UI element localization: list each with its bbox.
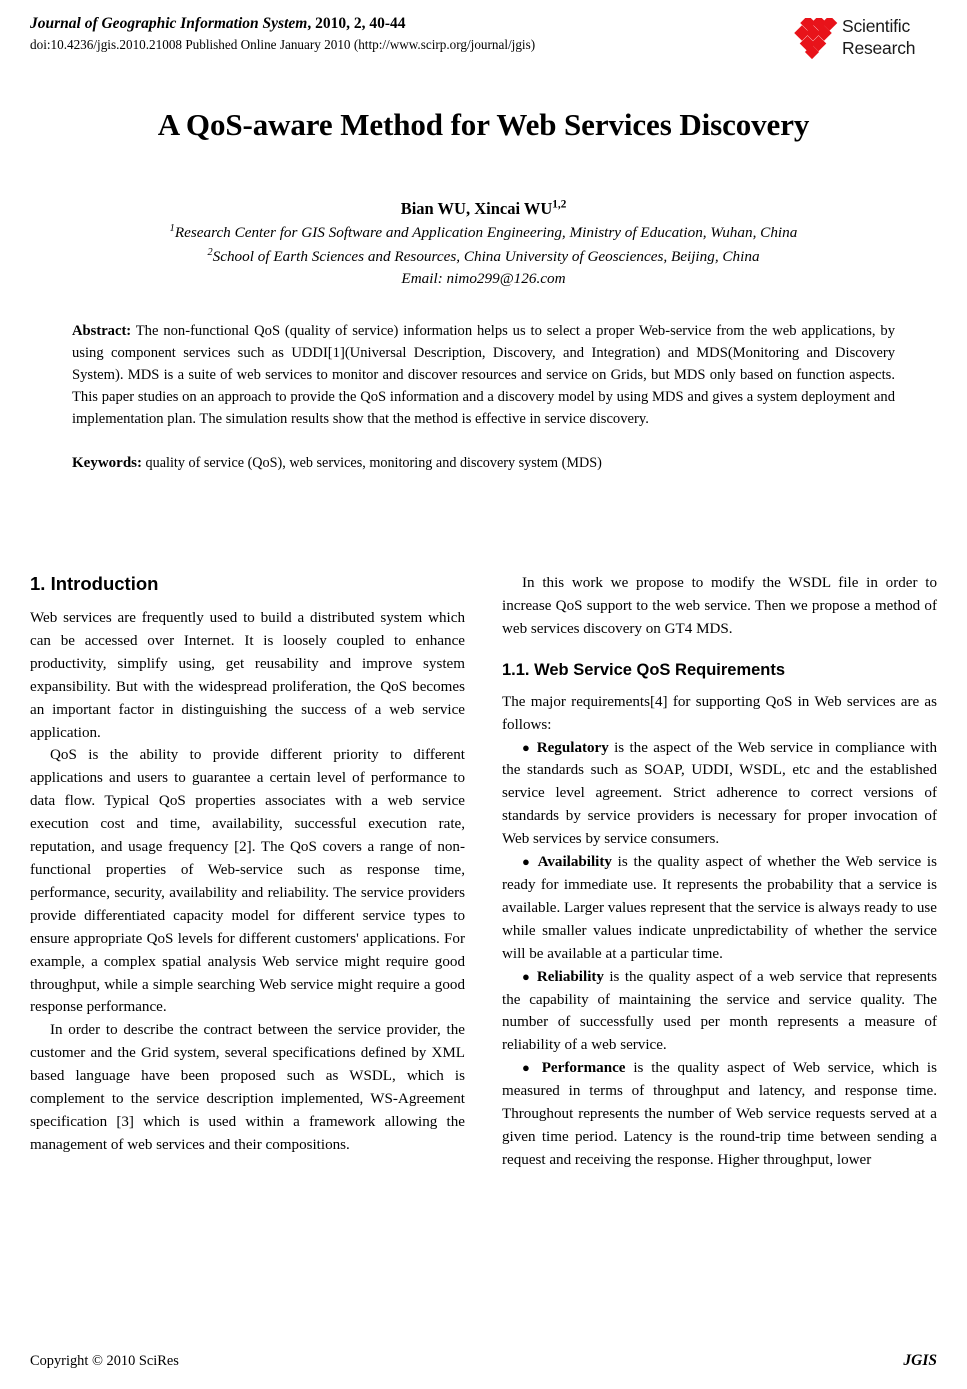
left-column xyxy=(30,572,465,1172)
bullet-term: Availability xyxy=(537,854,612,871)
bullet-icon: ● xyxy=(522,968,532,984)
doi-line: doi:10.4236/jgis.2010.21008 Published Online January 2010 (http://www.scirp.org/journal/jgis) xyxy=(30,37,536,52)
affiliation-1 xyxy=(30,222,937,244)
bullet-item-regulatory xyxy=(502,737,937,852)
publisher-name-line2: Research xyxy=(842,38,916,58)
abstract-text: The non-functional QoS (quality of service) information helps us to select a proper Web-service from the web applications, by using component services such as UDDI[1](Universal Description, Discovery, and Integration) and MDS(Monitoring and Discovery System). MDS is a suite of web services to monitor and discover resources and service on Grids, but MDS only based on function aspects. This paper studies on an approach to provide the QoS information and a discovery model by using MDS and gives a system deployment and implementation plan. The simulation results show that the method is effective in service discovery. xyxy=(72,322,895,428)
bullet-text: is the quality aspect of Web service, which is measured in terms of throughput and latency, and response time. Throughout represents the number of Web service requests served at a given time period. Latency is the round-trip time between sending a request and receiving the response. Higher throughput, lower xyxy=(502,1060,937,1168)
journal-issue-info: , 2010, 2, 40-44 xyxy=(307,15,406,32)
bullet-item-performance xyxy=(502,1057,937,1172)
body-columns xyxy=(30,572,937,1172)
author-names xyxy=(30,198,937,220)
section-heading-introduction: 1. Introduction xyxy=(30,573,159,594)
paragraph-intro-2: QoS is the ability to provide different priority to different applications and users to guarantee a certain level of performance to data flow. Typical QoS properties associates with a web service execution cost and time, availability, successful execution rate, reputation, and usage frequency [2]. The QoS covers a range of non-functional properties of Web-service such as response time, performance, security, availability and reliability. The service providers provide differentiated capacity model for different service types to ensure appropriate QoS levels for different customers' applications. For example, a complex spatial analysis Web service might require good throughput, while a simple searching Web service might require a good response performance. xyxy=(30,747,465,1016)
affiliation-2 xyxy=(30,246,937,268)
keywords-text: quality of service (QoS), web services, monitoring and discovery system (MDS) xyxy=(142,454,602,471)
page-title: A QoS-aware Method for Web Services Discovery xyxy=(157,107,810,142)
affiliation-2-text: School of Earth Sciences and Resources, China University of Geosciences, Beijing, China xyxy=(212,247,760,265)
page-footer xyxy=(30,1351,937,1371)
journal-name: Journal of Geographic Information System xyxy=(30,15,308,32)
journal-citation-line xyxy=(30,14,830,34)
bullet-item-reliability xyxy=(502,966,937,1058)
bullet-icon: ● xyxy=(522,739,532,755)
keywords-label: Keywords: xyxy=(72,454,142,471)
author-email: Email: nimo299@126.com xyxy=(401,270,566,287)
authors-block xyxy=(30,198,937,290)
publisher-logo xyxy=(792,16,937,64)
abstract-label: Abstract: xyxy=(72,322,132,339)
affiliation-1-text: Research Center for GIS Software and Application Engineering, Ministry of Education, Wuhan, China xyxy=(174,224,798,241)
paragraph-requirements-intro: The major requirements[4] for supporting QoS in Web services are as follows: xyxy=(502,693,937,733)
affiliation-1-marker: 1 xyxy=(169,222,175,234)
bullet-term: Reliability xyxy=(536,968,604,985)
author-affiliation-markers: 1,2 xyxy=(552,198,567,211)
publisher-name-line1: Scientific xyxy=(842,16,911,36)
bullet-term: Performance xyxy=(541,1060,626,1077)
bullet-text: is the quality aspect of whether the Web service is ready for immediate use. It represents the probability that a service is available. Larger values represent that the service is always ready to use while smaller values indicate unpredictability of whether the service will be available at a particular time. xyxy=(502,854,937,962)
copyright-notice: Copyright © 2010 SciRes xyxy=(30,1353,179,1369)
diamond-cluster-icon xyxy=(792,18,838,60)
paragraph-intro-1: Web services are frequently used to build a distributed system which can be accessed over Internet. It is loosely coupled to enhance productivity, simplify using, get reusability and improve system expansibility. But with the widespread proliferation, the QoS becomes an important factor in distinguishing the success of a web service application. xyxy=(30,610,465,741)
bullet-icon: ● xyxy=(522,1060,534,1076)
bullet-text: is the aspect of the Web service in compliance with the standards such as SOAP, UDDI, WSDL, etc and the established service level agreement. Strict adherence to correct versions of standards by service providers is necessary for proper invocation of Web services by service consumers. xyxy=(502,739,937,848)
journal-masthead xyxy=(30,14,937,70)
masthead-text xyxy=(30,14,830,54)
affiliation-2-marker: 2 xyxy=(207,246,213,258)
bullet-term: Regulatory xyxy=(536,739,609,756)
right-column xyxy=(502,572,937,1172)
subsection-heading-qos-requirements: 1.1. Web Service QoS Requirements xyxy=(502,660,786,679)
publisher-logo-text xyxy=(842,15,915,59)
keywords-paragraph xyxy=(72,453,895,474)
paragraph-intro-3: In order to describe the contract between the service provider, the customer and the Grid system, several specifications defined by XML based language have been proposed such as WSDL, which is complement to the service description implemented, WS-Agreement specification [3] which is used within a framework allowing the management of web services and their compositions. xyxy=(30,1022,465,1153)
paragraph-proposal: In this work we propose to modify the WSDL file in order to increase QoS support to the web service. Then we propose a method of web services discovery on GT4 MDS. xyxy=(502,575,937,637)
bullet-icon: ● xyxy=(522,854,532,870)
abstract-section xyxy=(72,320,895,474)
author-names-text: Bian WU, Xincai WU xyxy=(400,199,553,218)
journal-abbreviation: JGIS xyxy=(903,1352,937,1369)
bullet-item-availability xyxy=(502,851,937,966)
bullet-text: is the quality aspect of a web service that represents the capability of maintaining the service and service quality. The number of successfully used per month represents a measure of reliability of a web service. xyxy=(502,968,937,1054)
abstract-paragraph xyxy=(72,320,895,431)
